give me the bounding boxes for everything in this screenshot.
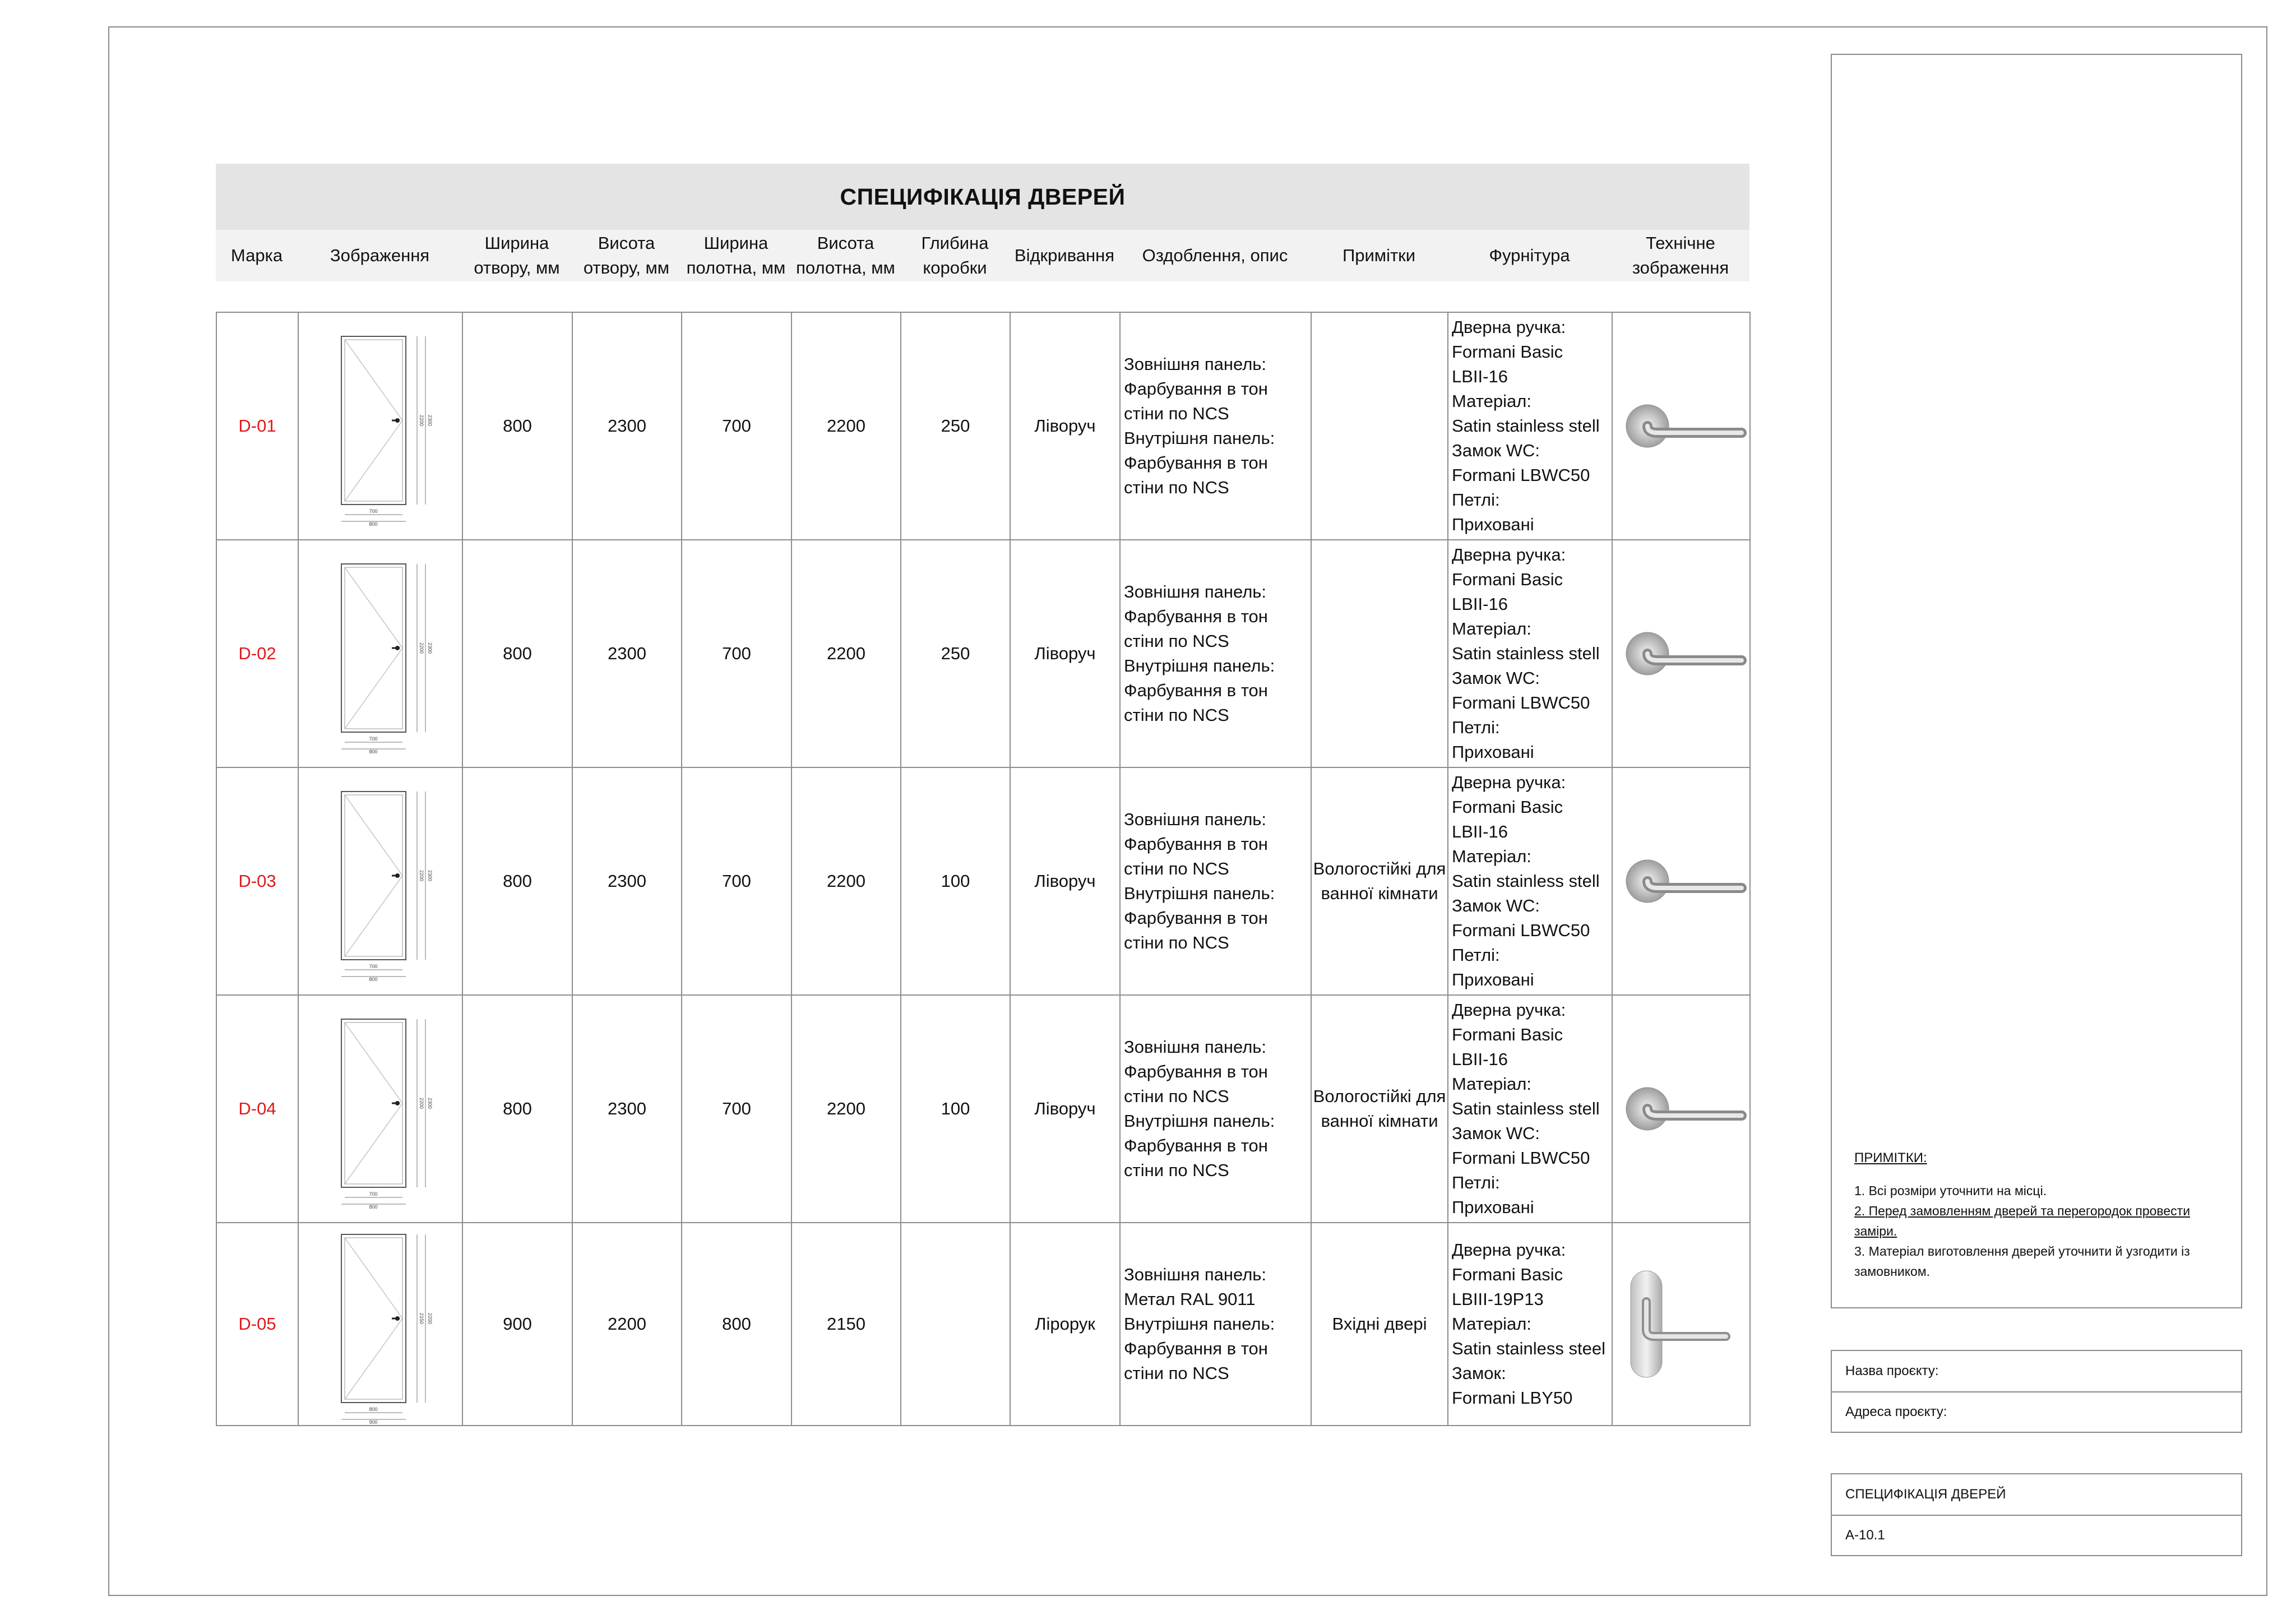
door-table (216, 312, 1751, 1426)
door-mark: D-02 (216, 540, 298, 767)
notes-panel (1831, 54, 2242, 1308)
header-mark: Марка (230, 246, 283, 265)
tech-image (1612, 995, 1750, 1223)
dim-width-total: 800 (368, 521, 378, 527)
note-1: 1. Всі розміри уточнити на місці. (1854, 1183, 2047, 1198)
door-notes: Вологостійкі для ванної кімнати (1311, 995, 1448, 1223)
header-hardware: Фурнітура (1489, 246, 1570, 265)
door-image (298, 1223, 462, 1426)
frame-depth: 250 (901, 540, 1010, 767)
opening-width: 800 (462, 540, 572, 767)
leaf-height: 2200 (791, 995, 901, 1223)
door-notes (1311, 312, 1448, 540)
opening-width: 800 (462, 995, 572, 1223)
dim-height-total: 2300 (427, 869, 433, 882)
opening-direction: Ліворуч (1010, 995, 1120, 1223)
tech-image (1612, 767, 1750, 995)
plate-handle-icon (1614, 1268, 1748, 1380)
leaf-height: 2200 (791, 312, 901, 540)
header-tech-image: Технічне зображення (1632, 233, 1729, 277)
leaf-height: 2150 (791, 1223, 901, 1426)
door-row (216, 767, 1750, 995)
dim-width-total: 800 (368, 977, 378, 982)
lever-handle-icon (1614, 370, 1748, 482)
hardware: Дверна ручка: Formani Basic LBII-16 Матеріал: Satin stainless stell Замок WC: Formani LBWC50 Петлі: Приховані (1448, 540, 1612, 767)
dim-height-total: 2300 (427, 414, 433, 427)
dim-width-leaf: 700 (368, 1191, 378, 1197)
leaf-width: 700 (682, 767, 791, 995)
door-row (216, 540, 1750, 767)
note-3: 3. Матеріал виготовлення дверей уточнити й узгодити із замовником. (1854, 1244, 2190, 1279)
header-finish: Оздоблення, опис (1142, 246, 1288, 265)
project-address-label: Адреса проєкту: (1832, 1391, 2241, 1432)
project-info-box (1831, 1350, 2242, 1433)
header-opening-direction: Відкривання (1014, 246, 1115, 265)
dim-width-leaf: 700 (368, 736, 378, 742)
dim-height-leaf: 2200 (418, 869, 424, 882)
sheet-number: А-10.1 (1832, 1515, 2241, 1555)
dim-height-leaf: 2200 (418, 414, 424, 427)
dim-height-total: 2300 (427, 1097, 433, 1109)
header-image: Зображення (330, 246, 430, 265)
finish-description: Зовнішня панель: Фарбування в тон стіни по NCS Внутрішня панель: Фарбування в тон стіни по NCS (1120, 767, 1311, 995)
dim-width-total: 900 (368, 1419, 378, 1425)
frame-depth: 100 (901, 767, 1010, 995)
opening-direction: Ліворуч (1010, 767, 1120, 995)
header-leaf-width: Ширина полотна, мм (686, 233, 786, 277)
lever-handle-icon (1614, 825, 1748, 937)
dim-width-total: 800 (368, 1204, 378, 1210)
header-leaf-height: Висота полотна, мм (796, 233, 895, 277)
dim-height-leaf: 2150 (418, 1312, 424, 1325)
door-mark: D-03 (216, 767, 298, 995)
leaf-width: 700 (682, 540, 791, 767)
door-elevation-drawing (308, 553, 453, 755)
door-notes (1311, 540, 1448, 767)
lever-handle-icon (1614, 598, 1748, 710)
spec-header (216, 164, 1749, 281)
door-mark: D-05 (216, 1223, 298, 1426)
opening-width: 800 (462, 767, 572, 995)
column-headers (216, 230, 1749, 281)
tech-image (1612, 1223, 1750, 1426)
lever-handle-icon (1614, 1053, 1748, 1165)
frame-depth: 250 (901, 312, 1010, 540)
hardware: Дверна ручка: Formani Basic LBII-16 Матеріал: Satin stainless stell Замок WC: Formani LBWC50 Петлі: Приховані (1448, 767, 1612, 995)
frame-depth: 100 (901, 995, 1010, 1223)
dim-width-total: 800 (368, 749, 378, 755)
dim-height-total: 2300 (427, 642, 433, 654)
dim-height-total: 2200 (427, 1312, 433, 1325)
hardware: Дверна ручка: Formani Basic LBIII-19P13 Матеріал: Satin stainless steel Замок: Formani LBY50 (1448, 1223, 1612, 1426)
leaf-width: 800 (682, 1223, 791, 1426)
header-notes: Примітки (1342, 246, 1416, 265)
leaf-width: 700 (682, 995, 791, 1223)
hardware: Дверна ручка: Formani Basic LBII-16 Матеріал: Satin stainless stell Замок WC: Formani LBWC50 Петлі: Приховані (1448, 312, 1612, 540)
tech-image (1612, 540, 1750, 767)
opening-direction: Ліворуч (1010, 540, 1120, 767)
finish-description: Зовнішня панель: Фарбування в тон стіни по NCS Внутрішня панель: Фарбування в тон стіни по NCS (1120, 312, 1311, 540)
sheet-title: СПЕЦИФІКАЦІЯ ДВЕРЕЙ (1845, 1487, 2006, 1502)
door-elevation-drawing (308, 325, 453, 527)
project-name-label: Назва проєкту: (1845, 1363, 1939, 1378)
notes-title: ПРИМІТКИ: (1854, 1150, 1927, 1165)
sheet-title-box (1831, 1473, 2242, 1556)
dim-width-leaf: 800 (368, 1406, 378, 1412)
opening-height: 2300 (572, 995, 682, 1223)
door-image (298, 540, 462, 767)
note-2: 2. Перед замовленням дверей та перегородок провести заміри. (1854, 1204, 2191, 1238)
dim-height-leaf: 2200 (418, 642, 424, 654)
spec-title: СПЕЦИФІКАЦІЯ ДВЕРЕЙ (216, 164, 1749, 230)
door-elevation-drawing (308, 780, 453, 982)
dim-height-leaf: 2200 (418, 1097, 424, 1109)
door-notes: Вхідні двері (1311, 1223, 1448, 1426)
header-opening-height: Висота отвору, мм (583, 233, 670, 277)
finish-description: Зовнішня панель: Фарбування в тон стіни по NCS Внутрішня панель: Фарбування в тон стіни по NCS (1120, 540, 1311, 767)
finish-description: Зовнішня панель: Фарбування в тон стіни по NCS Внутрішня панель: Фарбування в тон стіни по NCS (1120, 995, 1311, 1223)
leaf-height: 2200 (791, 767, 901, 995)
door-row (216, 312, 1750, 540)
door-notes: Вологостійкі для ванної кімнати (1311, 767, 1448, 995)
leaf-height: 2200 (791, 540, 901, 767)
dim-width-leaf: 700 (368, 508, 378, 514)
opening-height: 2200 (572, 1223, 682, 1426)
finish-description: Зовнішня панель: Метал RAL 9011 Внутрішня панель: Фарбування в тон стіни по NCS (1120, 1223, 1311, 1426)
door-elevation-drawing (308, 1223, 453, 1425)
door-mark: D-01 (216, 312, 298, 540)
opening-width: 800 (462, 312, 572, 540)
door-elevation-drawing (308, 1008, 453, 1210)
opening-height: 2300 (572, 312, 682, 540)
opening-height: 2300 (572, 540, 682, 767)
door-row (216, 1223, 1750, 1426)
door-row (216, 995, 1750, 1223)
opening-height: 2300 (572, 767, 682, 995)
header-opening-width: Ширина отвору, мм (474, 233, 560, 277)
frame-depth (901, 1223, 1010, 1426)
door-image (298, 995, 462, 1223)
notes-block (1854, 1148, 2235, 1281)
opening-width: 900 (462, 1223, 572, 1426)
tech-image (1612, 312, 1750, 540)
opening-direction: Лірорук (1010, 1223, 1120, 1426)
header-frame-depth: Глибина коробки (921, 233, 989, 277)
door-mark: D-04 (216, 995, 298, 1223)
door-image (298, 767, 462, 995)
hardware: Дверна ручка: Formani Basic LBII-16 Матеріал: Satin stainless stell Замок WC: Formani LBWC50 Петлі: Приховані (1448, 995, 1612, 1223)
dim-width-leaf: 700 (368, 964, 378, 969)
opening-direction: Ліворуч (1010, 312, 1120, 540)
door-image (298, 312, 462, 540)
leaf-width: 700 (682, 312, 791, 540)
